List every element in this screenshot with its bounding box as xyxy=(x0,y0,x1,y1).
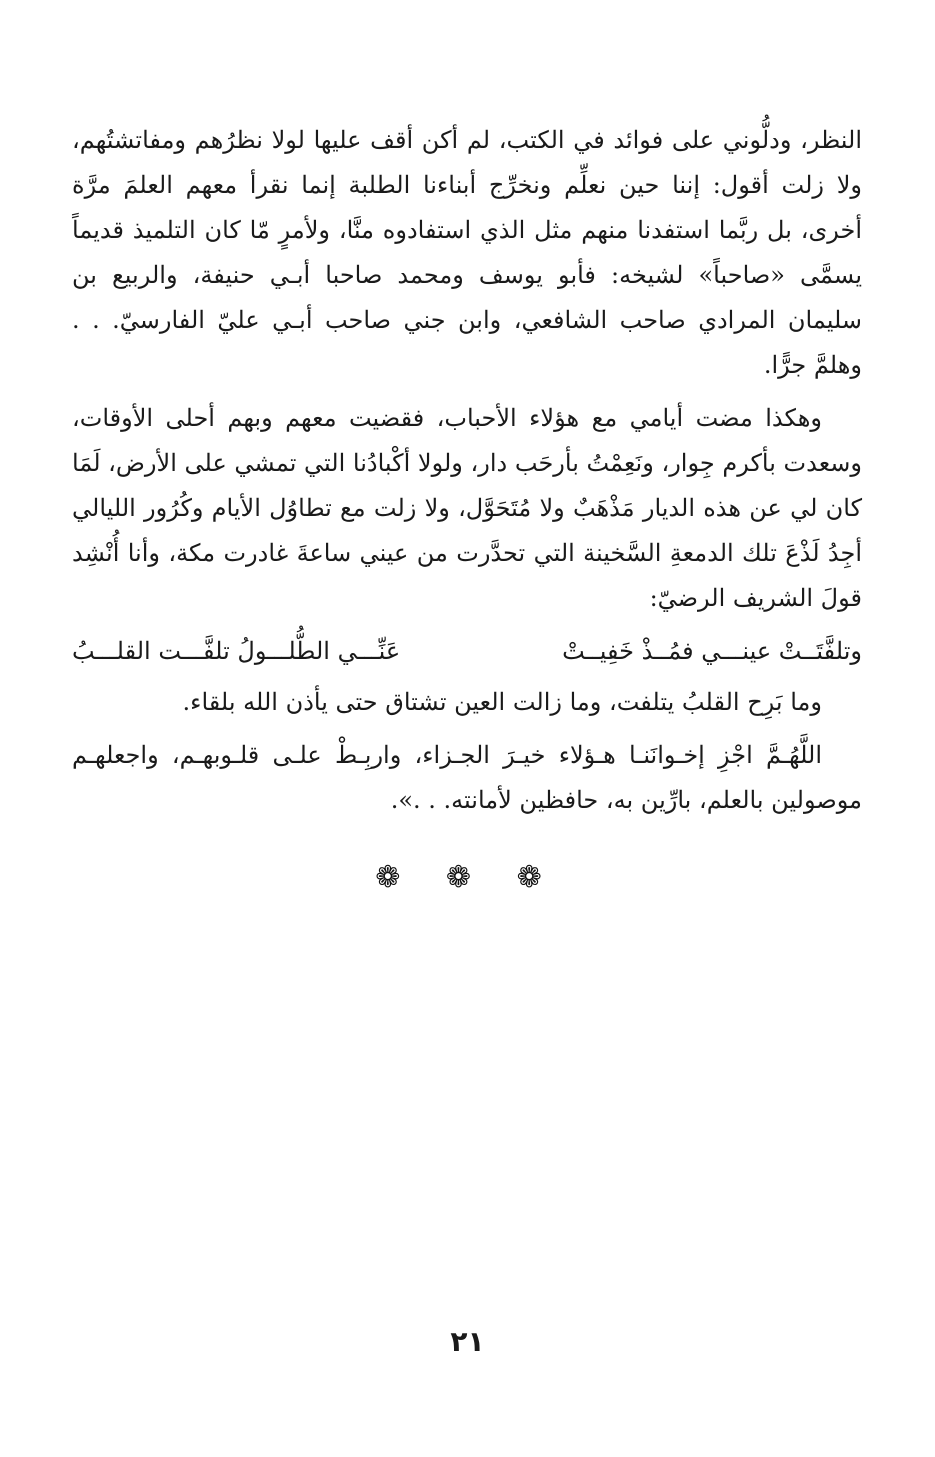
verse-first-hemistich: وتلفَّتَــتْ عينـــي فمُــذْ خَفِيــتْ xyxy=(562,637,862,665)
page-number: ٢١ xyxy=(450,1325,485,1358)
poem-verse xyxy=(72,629,862,674)
paragraph-2: وهكذا مضت أيامي مع هؤلاء الأحباب، فقضيت معهم وبهم أحلى الأوقات، وسعدت بأكرم جِوار، ونَعِمْتُ بأرحَب دار، ولولا أكْبادُنا التي تمشي على الأرض، لَمَا كان لي عن هذه الديار مَذْهَبٌ ولا مُتَحَوَّل، ولا زلت مع تطاوُل الأيام وكُرُور الليالي أجِدُ لَذْعَ تلك الدمعةِ السَّخينة التي تحدَّرت من عيني ساعةَ غادرت مكة، وأنا أُنْشِد قولَ الشريف الرضيّ: xyxy=(72,404,862,612)
verse-second-hemistich: عَنِّـــي الطُّلـــولُ تلفَّـــت القلـــبُ xyxy=(72,637,401,665)
paragraph-4: اللَّهُـمَّ اجْزِ إخـوانَنـا هـؤلاء خيـرَ الجـزاء، واربِـطْ علـى قلـوبهـم، واجعلهـم موصولين بالعلم، بارِّين به، حافظين لأمانته. . .». xyxy=(72,741,862,814)
section-separator: ❁ ❁ ❁ xyxy=(375,860,560,895)
paragraph-3: وما بَرِح القلبُ يتلفت، وما زالت العين تشتاق حتى يأذن الله بلقاء. xyxy=(182,688,822,716)
paragraph-1: النظر، ودلُّوني على فوائد في الكتب، لم أكن أقف عليها لولا نظرُهم ومفاتشتُهم، ولا زلت أقول: إننا حين نعلِّم ونخرِّج أبناءنا الطلبة إنما نقرأ معهم العلمَ مرَّة أخرى، بل ربَّما استفدنا منهم مثل الذي استفادوه منَّا، ولأمرٍ مّا كان التلميذ قديماً يسمَّى «صاحباً» لشيخه: فأبو يوسف ومحمد صاحبا أبـي حنيفة، والربيع بن سليمان المرادي صاحب الشافعي، وابن جني صاحب أبـي عليّ الفارسيّ. . . وهلمَّ جرًّا. xyxy=(72,126,862,379)
page-body xyxy=(72,118,862,831)
